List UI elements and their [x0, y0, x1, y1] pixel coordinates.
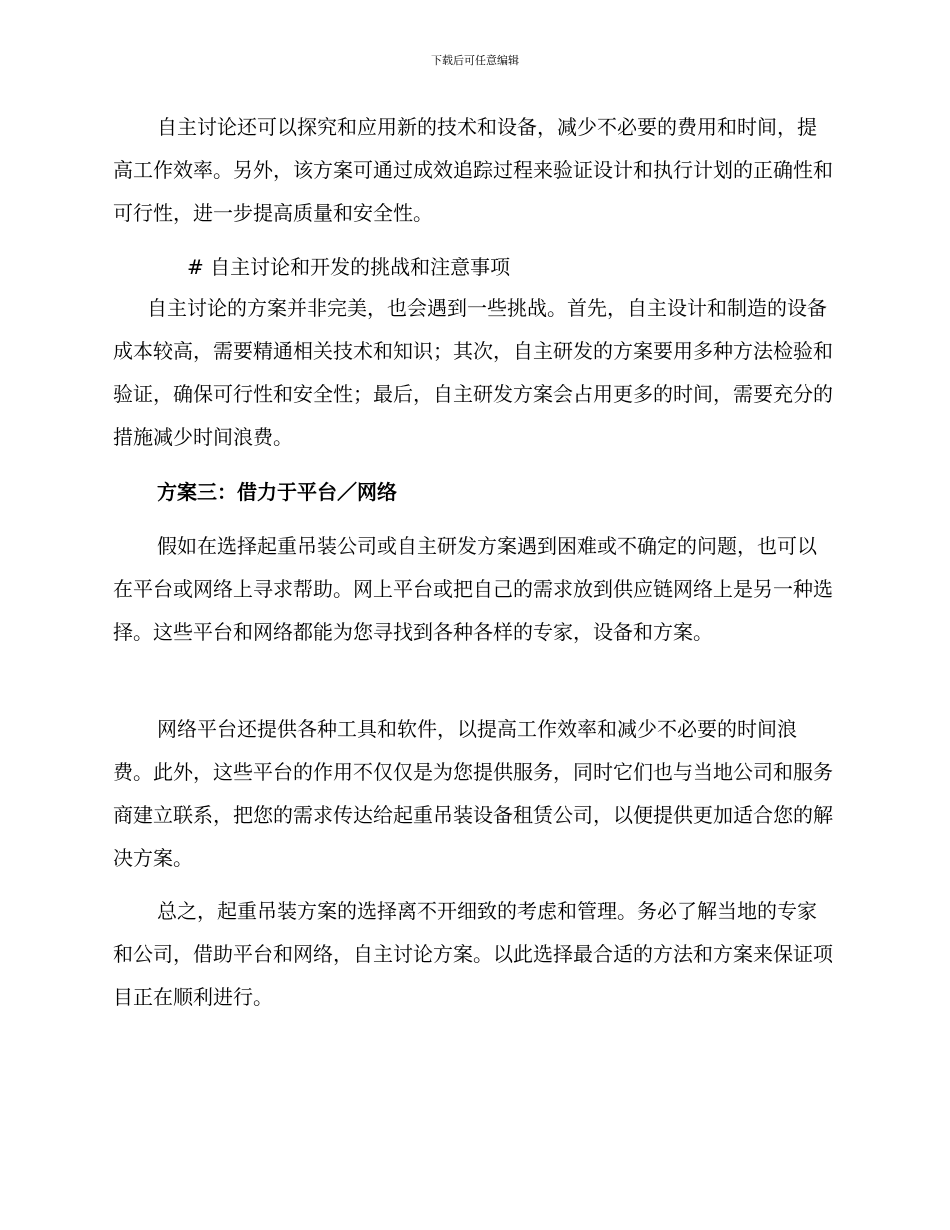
subheading-challenges: # 自主讨论和开发的挑战和注意事项: [187, 255, 511, 279]
paragraph-innovation-benefits: 自主讨论还可以探究和应用新的技术和设备，减少不必要的费用和时间，提高工作效率。另外，该方案可通过成效追踪过程来验证设计和执行计划的正确性和可行性，进一步提高质量和安全性。: [113, 115, 833, 225]
paragraph-platform-help: 假如在选择起重吊装公司或自主研发方案遇到困难或不确定的问题，也可以在平台或网络上寻求帮助。网上平台或把自己的需求放到供应链网络上是另一种选择。这些平台和网络都能为您寻找到各种各样的专家，设备和方案。: [113, 534, 833, 644]
paragraph-platform-tools: 网络平台还提供各种工具和软件，以提高工作效率和减少不必要的时间浪费。此外，这些平台的作用不仅仅是为您提供服务，同时它们也与当地公司和服务商建立联系，把您的需求传达给起重吊装设备租赁公司，以便提供更加适合您的解决方案。: [113, 717, 833, 870]
page-header: 下载后可任意编辑: [431, 54, 519, 67]
paragraph-conclusion: 总之，起重吊装方案的选择离不开细致的考虑和管理。务必了解当地的专家和公司，借助平台和网络，自主讨论方案。以此选择最合适的方法和方案来保证项目正在顺利进行。: [113, 899, 833, 1009]
paragraph-challenges: 自主讨论的方案并非完美，也会遇到一些挑战。首先，自主设计和制造的设备成本较高，需要精通相关技术和知识；其次，自主研发的方案要用多种方法检验和验证，确保可行性和安全性；最后，自主研发方案会占用更多的时间，需要充分的措施减少时间浪费。: [113, 296, 833, 449]
section-title-plan-three: 方案三：借力于平台／网络: [157, 480, 397, 504]
